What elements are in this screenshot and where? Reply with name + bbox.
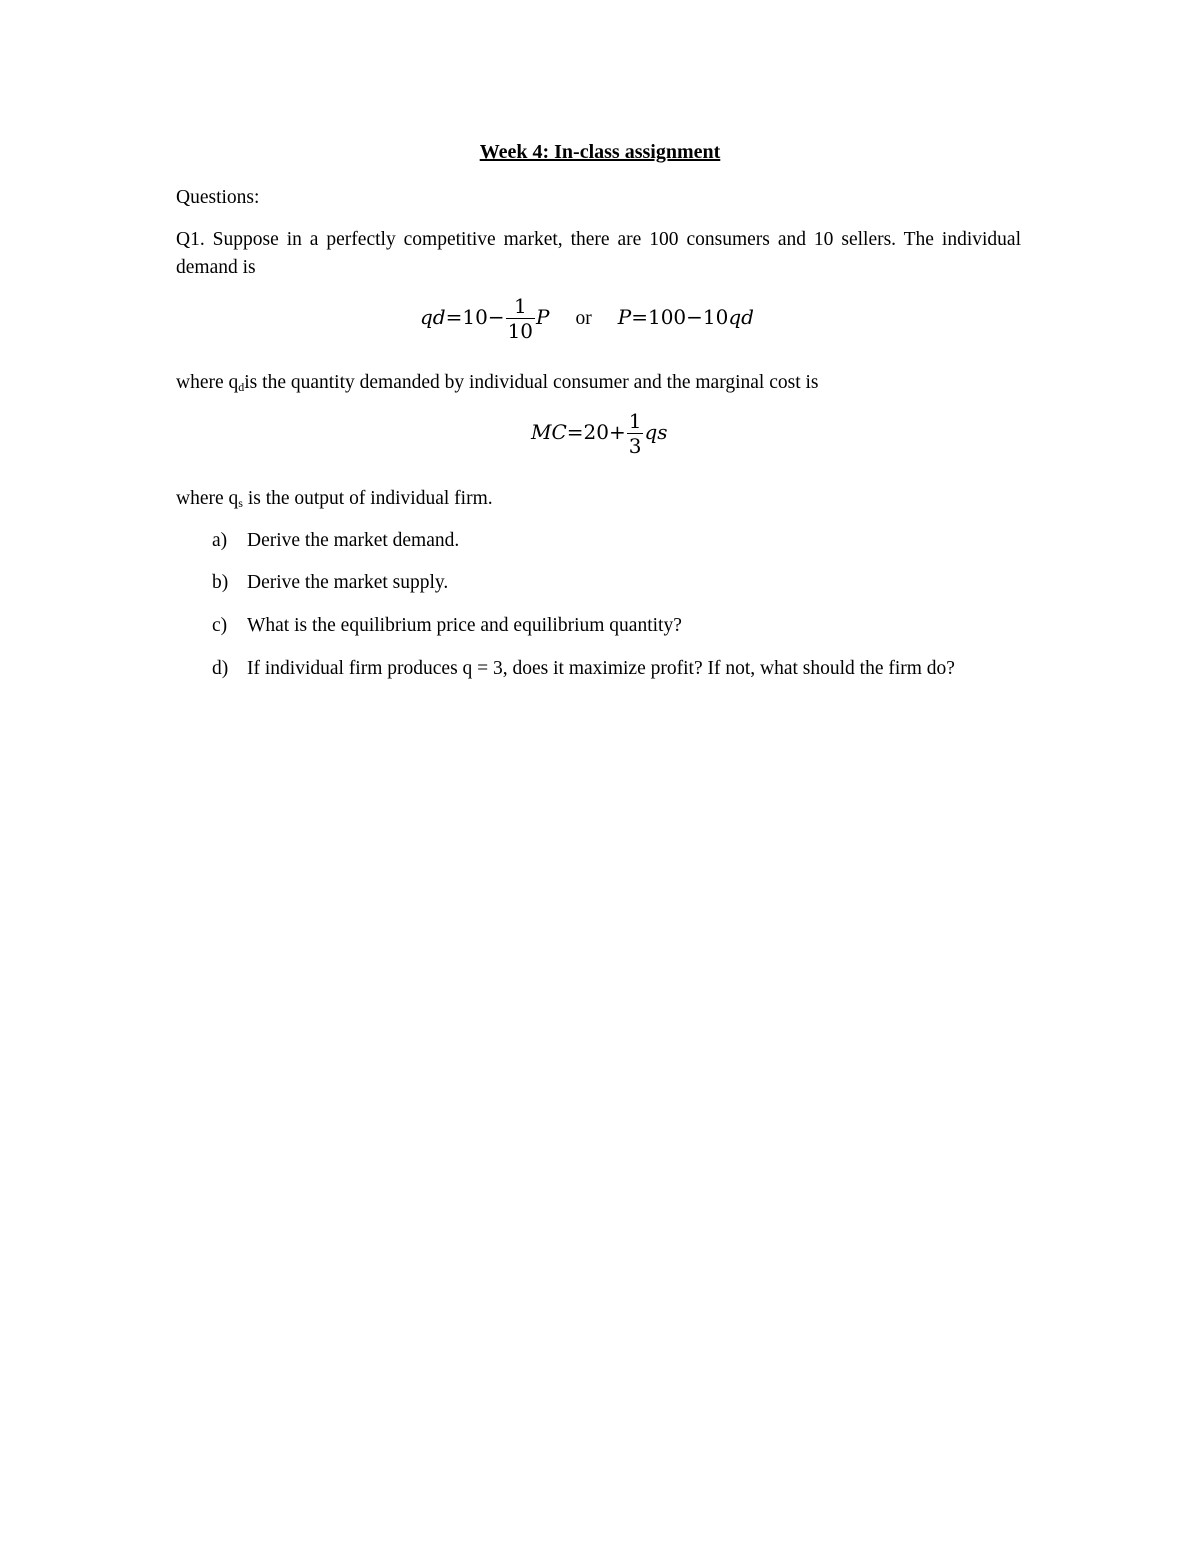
eq-qd: qd [420, 305, 446, 329]
item-text: What is the equilibrium price and equilibrium quantity? [247, 615, 682, 636]
eq-qs: qs [644, 420, 668, 444]
page-title: Week 4: In-class assignment [479, 141, 721, 163]
marginal-cost-equation [531, 411, 668, 456]
eq-p: P [536, 305, 550, 329]
eq-mc: MC [531, 420, 567, 444]
questions-label: Questions: [176, 187, 260, 208]
list-item [212, 612, 1021, 640]
eq2-qd: qd [728, 305, 754, 329]
or-word: or [575, 308, 592, 329]
where-qs-sub: s [238, 496, 243, 510]
item-label: b) [212, 572, 229, 593]
frac-numerator: 1 [628, 409, 642, 433]
mc-mid: =20+ [566, 420, 626, 444]
where-qd-post: is the quantity demanded by individual consumer and the marginal cost is [244, 372, 819, 393]
item-text: If individual firm produces q = 3, does it maximize profit? If not, what should the firm do? [247, 658, 955, 679]
where-qd-sub: d [238, 380, 245, 394]
where-qd-text [176, 369, 1021, 397]
item-text: Derive the market supply. [247, 572, 449, 593]
where-qs-text [176, 485, 1021, 513]
fraction-one-tenth [506, 296, 535, 341]
item-label: a) [212, 530, 228, 551]
where-qs-post: is the output of individual firm. [242, 488, 493, 509]
frac-denominator: 10 [507, 319, 534, 343]
where-qd-pre: where q [176, 372, 239, 393]
frac-denominator: 3 [628, 434, 642, 458]
eq2-p: P [617, 305, 632, 329]
where-qs-pre: where q [176, 488, 239, 509]
item-label: c) [212, 615, 228, 636]
list-item [212, 655, 1021, 683]
q1-intro: Q1. Suppose in a perfectly competitive market, there are 100 consumers and 10 sellers. The individual demand is [176, 229, 1021, 278]
item-text: Derive the market demand. [247, 530, 460, 551]
list-item [212, 527, 1021, 555]
eq2-mid: =100−10 [631, 305, 729, 329]
frac-numerator: 1 [506, 296, 535, 319]
fraction-one-third [627, 411, 644, 456]
demand-equation [420, 296, 754, 341]
list-item [212, 569, 1021, 597]
eq-mid: =10− [445, 305, 505, 329]
item-label: d) [212, 658, 229, 679]
